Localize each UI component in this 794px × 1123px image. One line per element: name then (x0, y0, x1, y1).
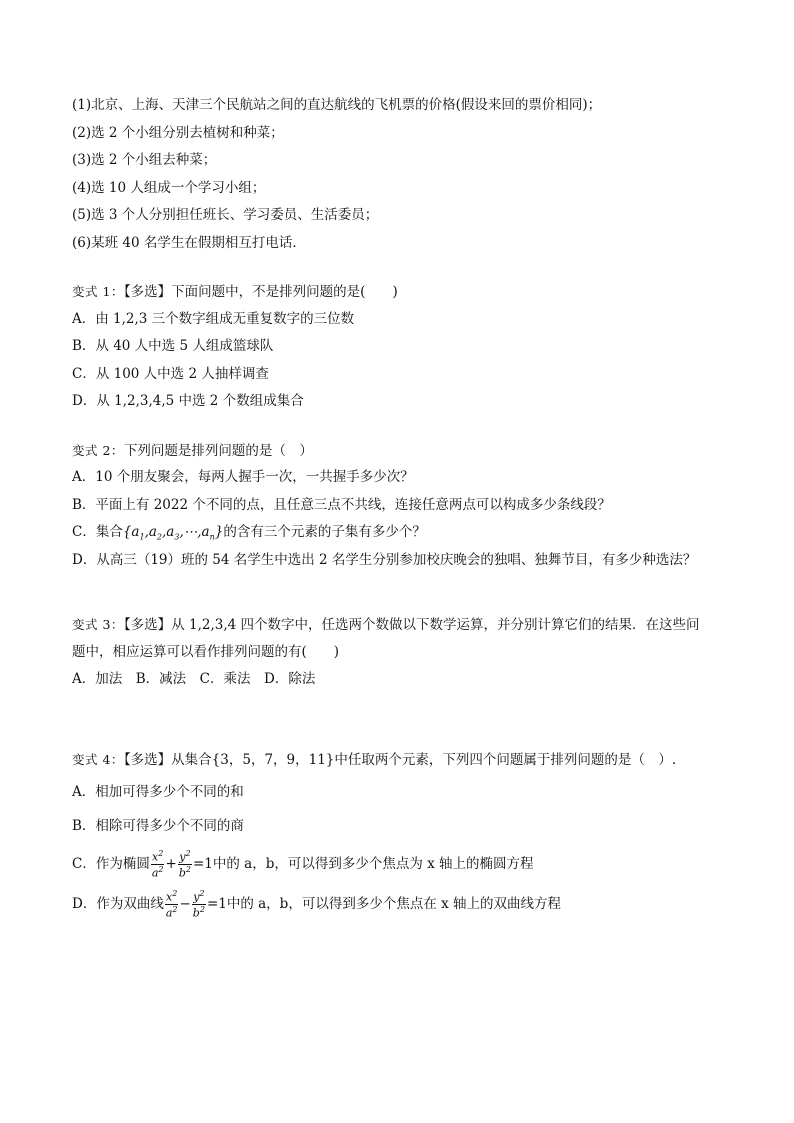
variant-4 (72, 746, 732, 925)
variant-3-label: 变式 3： (72, 617, 124, 632)
intro-list (72, 92, 732, 257)
variant-4-option-a: A．相加可得多少个不同的和 (72, 784, 244, 800)
variant-1-option-c: C．从 100 人中选 2 人抽样调查 (72, 365, 269, 382)
variant-4-option-c: C．作为椭圆 $\frac{x^2}{a^2}$ + $\frac{y^2}{b^2}$ =1中的 a，b，可以得到多少个焦点为 x 轴上的椭圆方程 (72, 849, 534, 880)
variant-4-option-c-suffix: 中的 a，b，可以得到多少个焦点为 x 轴上的椭圆方程 (212, 856, 534, 872)
document-page (72, 92, 732, 924)
variant-1 (72, 278, 732, 416)
ellipse-term-x: $\frac{x^2}{a^2}$ (151, 849, 164, 880)
intro-item-1: (1)北京、上海、天津三个民航站之间的直达航线的飞机票的价格(假设来回的票价相同)； (72, 97, 602, 113)
variant-1-option-a: A．由 1,2,3 三个数字组成无重复数字的三位数 (72, 310, 355, 327)
intro-item-2: (2)选 2 个小组分别去植树和种菜； (72, 124, 284, 141)
variant-4-label: 变式 4： (72, 751, 124, 767)
variant-3-stem-line1 (72, 611, 732, 639)
hyperbola-term-x: $\frac{x^2}{a^2}$ (165, 889, 178, 920)
intro-item-3: (3)选 2 个小组去种菜； (72, 152, 217, 168)
intro-item-4: (4)选 10 人组成一个学习小组； (72, 179, 266, 196)
variant-4-question: 【多选】从集合{3，5，7，9，11}中任取两个元素，下列四个问题属于排列问题的是（ ）. (123, 751, 677, 768)
variant-4-option-d-prefix: D．作为双曲线 (72, 896, 164, 912)
variant-4-stem (72, 746, 732, 774)
set-expression: $\{a_1,a_2,a_3,\cdots,a_n\}$ (122, 524, 224, 542)
variant-3-stem-line2: 题中，相应运算可以看作排列问题的有( ) (72, 643, 340, 660)
variant-4-option-d: D．作为双曲线 $\frac{x^2}{a^2}$ − $\frac{y^2}{b^2}$ =1中的 a，b，可以得到多少个焦点在 x 轴上的双曲线方程 (72, 889, 562, 920)
variant-1-label: 变式 1： (72, 284, 124, 299)
variant-2-option-a: A．10 个朋友聚会，每两人握手一次，一共握手多少次？ (72, 469, 414, 485)
variant-2 (72, 437, 732, 575)
variant-4-option-b: B．相除可得多少个不同的商 (72, 817, 244, 834)
variant-1-question: 【多选】下面问题中，不是排列问题的是( ) (123, 284, 398, 300)
variant-2-option-b: B．平面上有 2022 个不同的点，且任意三点不共线，连接任意两点可以构成多少条线段？ (72, 496, 611, 513)
variant-4-option-d-suffix: 中的 a，b，可以得到多少个焦点在 x 轴上的双曲线方程 (226, 896, 562, 912)
variant-2-option-c (72, 519, 732, 547)
ellipse-term-y: $\frac{y^2}{b^2}$ (178, 849, 191, 880)
hyperbola-term-y: $\frac{y^2}{b^2}$ (192, 889, 205, 920)
variant-2-option-c-suffix: 的含有三个元素的子集有多少个？ (223, 524, 426, 540)
variant-2-option-c-prefix: C．集合 (72, 524, 123, 540)
variant-2-question: 下列问题是排列问题的是（ ） (123, 442, 313, 459)
variant-2-stem (72, 437, 732, 465)
variant-1-option-d: D．从 1,2,3,4,5 中选 2 个数组成集合 (72, 393, 304, 409)
variant-2-label: 变式 2： (72, 442, 124, 458)
variant-3-options: A．加法 B．减法 C．乘法 D．除法 (72, 671, 316, 687)
intro-item-5: (5)选 3 个人分别担任班长、学习委员、生活委员； (72, 207, 379, 223)
intro-item-6: (6)某班 40 名学生在假期相互打电话． (72, 234, 306, 251)
variant-4-option-c-prefix: C．作为椭圆 (72, 856, 150, 872)
variant-1-option-b: B．从 40 人中选 5 人组成篮球队 (72, 338, 274, 354)
variant-3 (72, 611, 732, 694)
variant-2-option-d: D．从高三（19）班的 54 名学生中选出 2 名学生分别参加校庆晚会的独唱、独舞节目，有多少种选法？ (72, 551, 697, 568)
variant-1-stem (72, 278, 732, 306)
variant-3-question: 【多选】从 1,2,3,4 四个数字中，任选两个数做以下数学运算，并分别计算它们的结果．在这些问 (123, 617, 700, 633)
